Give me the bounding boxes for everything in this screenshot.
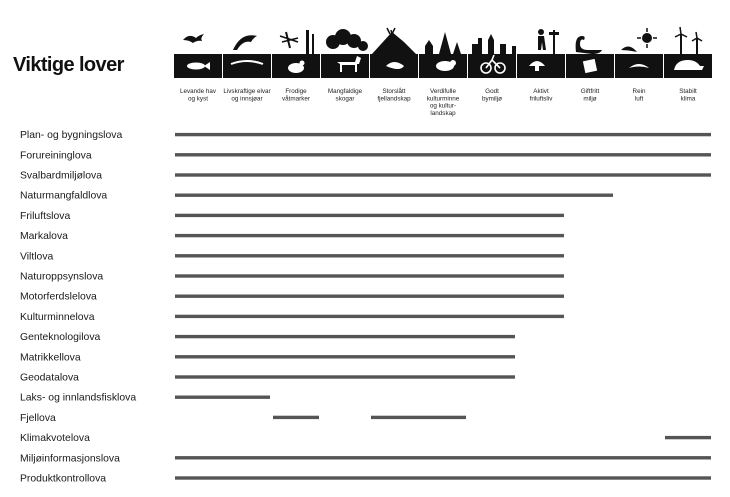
chart-title: Viktige lover <box>13 54 124 76</box>
row-label: Naturoppsynslova <box>20 271 104 283</box>
column-label: Aktivt friluftsliv <box>529 88 553 103</box>
coverage-bar <box>175 315 564 318</box>
coverage-bar <box>175 274 564 277</box>
swan-barrel-icon <box>566 36 614 78</box>
column-label: Frodige våtmarker <box>282 88 310 103</box>
coverage-bar <box>371 416 466 419</box>
coverage-bar <box>175 476 711 479</box>
row-label: Viltlova <box>20 251 54 263</box>
column-label: Giftfritt miljø <box>580 88 600 103</box>
hiker-mushroom-icon <box>517 29 565 78</box>
row-label: Kulturminnelova <box>20 311 95 323</box>
column-label: Verdifulle kulturminne og kultur-landskap <box>426 88 460 117</box>
coverage-bar <box>175 133 711 136</box>
coverage-bar <box>175 254 564 257</box>
row-label: Markalova <box>20 231 68 243</box>
row-label: Fjellova <box>20 412 56 424</box>
coverage-bar <box>175 194 613 197</box>
coverage-bar <box>175 173 711 176</box>
row-label: Geodatalova <box>20 372 79 384</box>
frog-dragonfly-icon <box>272 30 320 78</box>
row-label: Matrikkellova <box>20 352 81 364</box>
coverage-bar <box>175 375 515 378</box>
coverage-bar <box>175 153 711 156</box>
row-label: Plan- og bygningslova <box>20 130 123 142</box>
bird-sun-icon <box>615 28 663 78</box>
row-label: Forureininglova <box>20 150 92 162</box>
row-label: Klimakvotelova <box>20 433 90 445</box>
row-label: Friluftslova <box>20 210 71 222</box>
coverage-bar <box>175 214 564 217</box>
fish-bird-icon <box>174 34 222 78</box>
row-label: Naturmangfaldlova <box>20 190 108 202</box>
column-label: Storslått fjellandskap <box>377 88 411 103</box>
coverage-bar <box>175 355 515 358</box>
salmon-icon <box>223 35 271 78</box>
coverage-bar <box>175 335 515 338</box>
moose-forest-icon <box>321 29 369 78</box>
coverage-bar <box>665 436 711 439</box>
row-label: Laks- og innlandsfisklova <box>20 392 137 404</box>
column-label: Levande hav og kyst <box>179 88 217 103</box>
column-label: Rein luft <box>632 88 646 103</box>
reindeer-mountain-icon <box>370 28 418 78</box>
coverage-bar <box>175 396 270 399</box>
row-label: Motorferdslelova <box>20 291 97 303</box>
column-label: Stabilt klima <box>679 88 697 103</box>
row-label: Miljøinformasjonslova <box>20 453 120 465</box>
column-label: Godt bymiljø <box>482 88 502 103</box>
sheep-church-icon <box>419 32 467 78</box>
row-label: Svalbardmiljølova <box>20 170 102 182</box>
column-label: Livskraftige elvar og innsjøar <box>223 88 271 103</box>
polar-bear-turbine-icon <box>664 27 712 78</box>
row-label: Genteknologilova <box>20 332 101 344</box>
coverage-bar <box>273 416 319 419</box>
coverage-bar <box>175 234 564 237</box>
row-label: Produktkontrollova <box>20 473 107 485</box>
column-label: Mangfaldige skogar <box>327 88 363 103</box>
coverage-bar <box>175 456 711 459</box>
cyclist-city-icon <box>468 34 516 78</box>
coverage-bar <box>175 295 564 298</box>
